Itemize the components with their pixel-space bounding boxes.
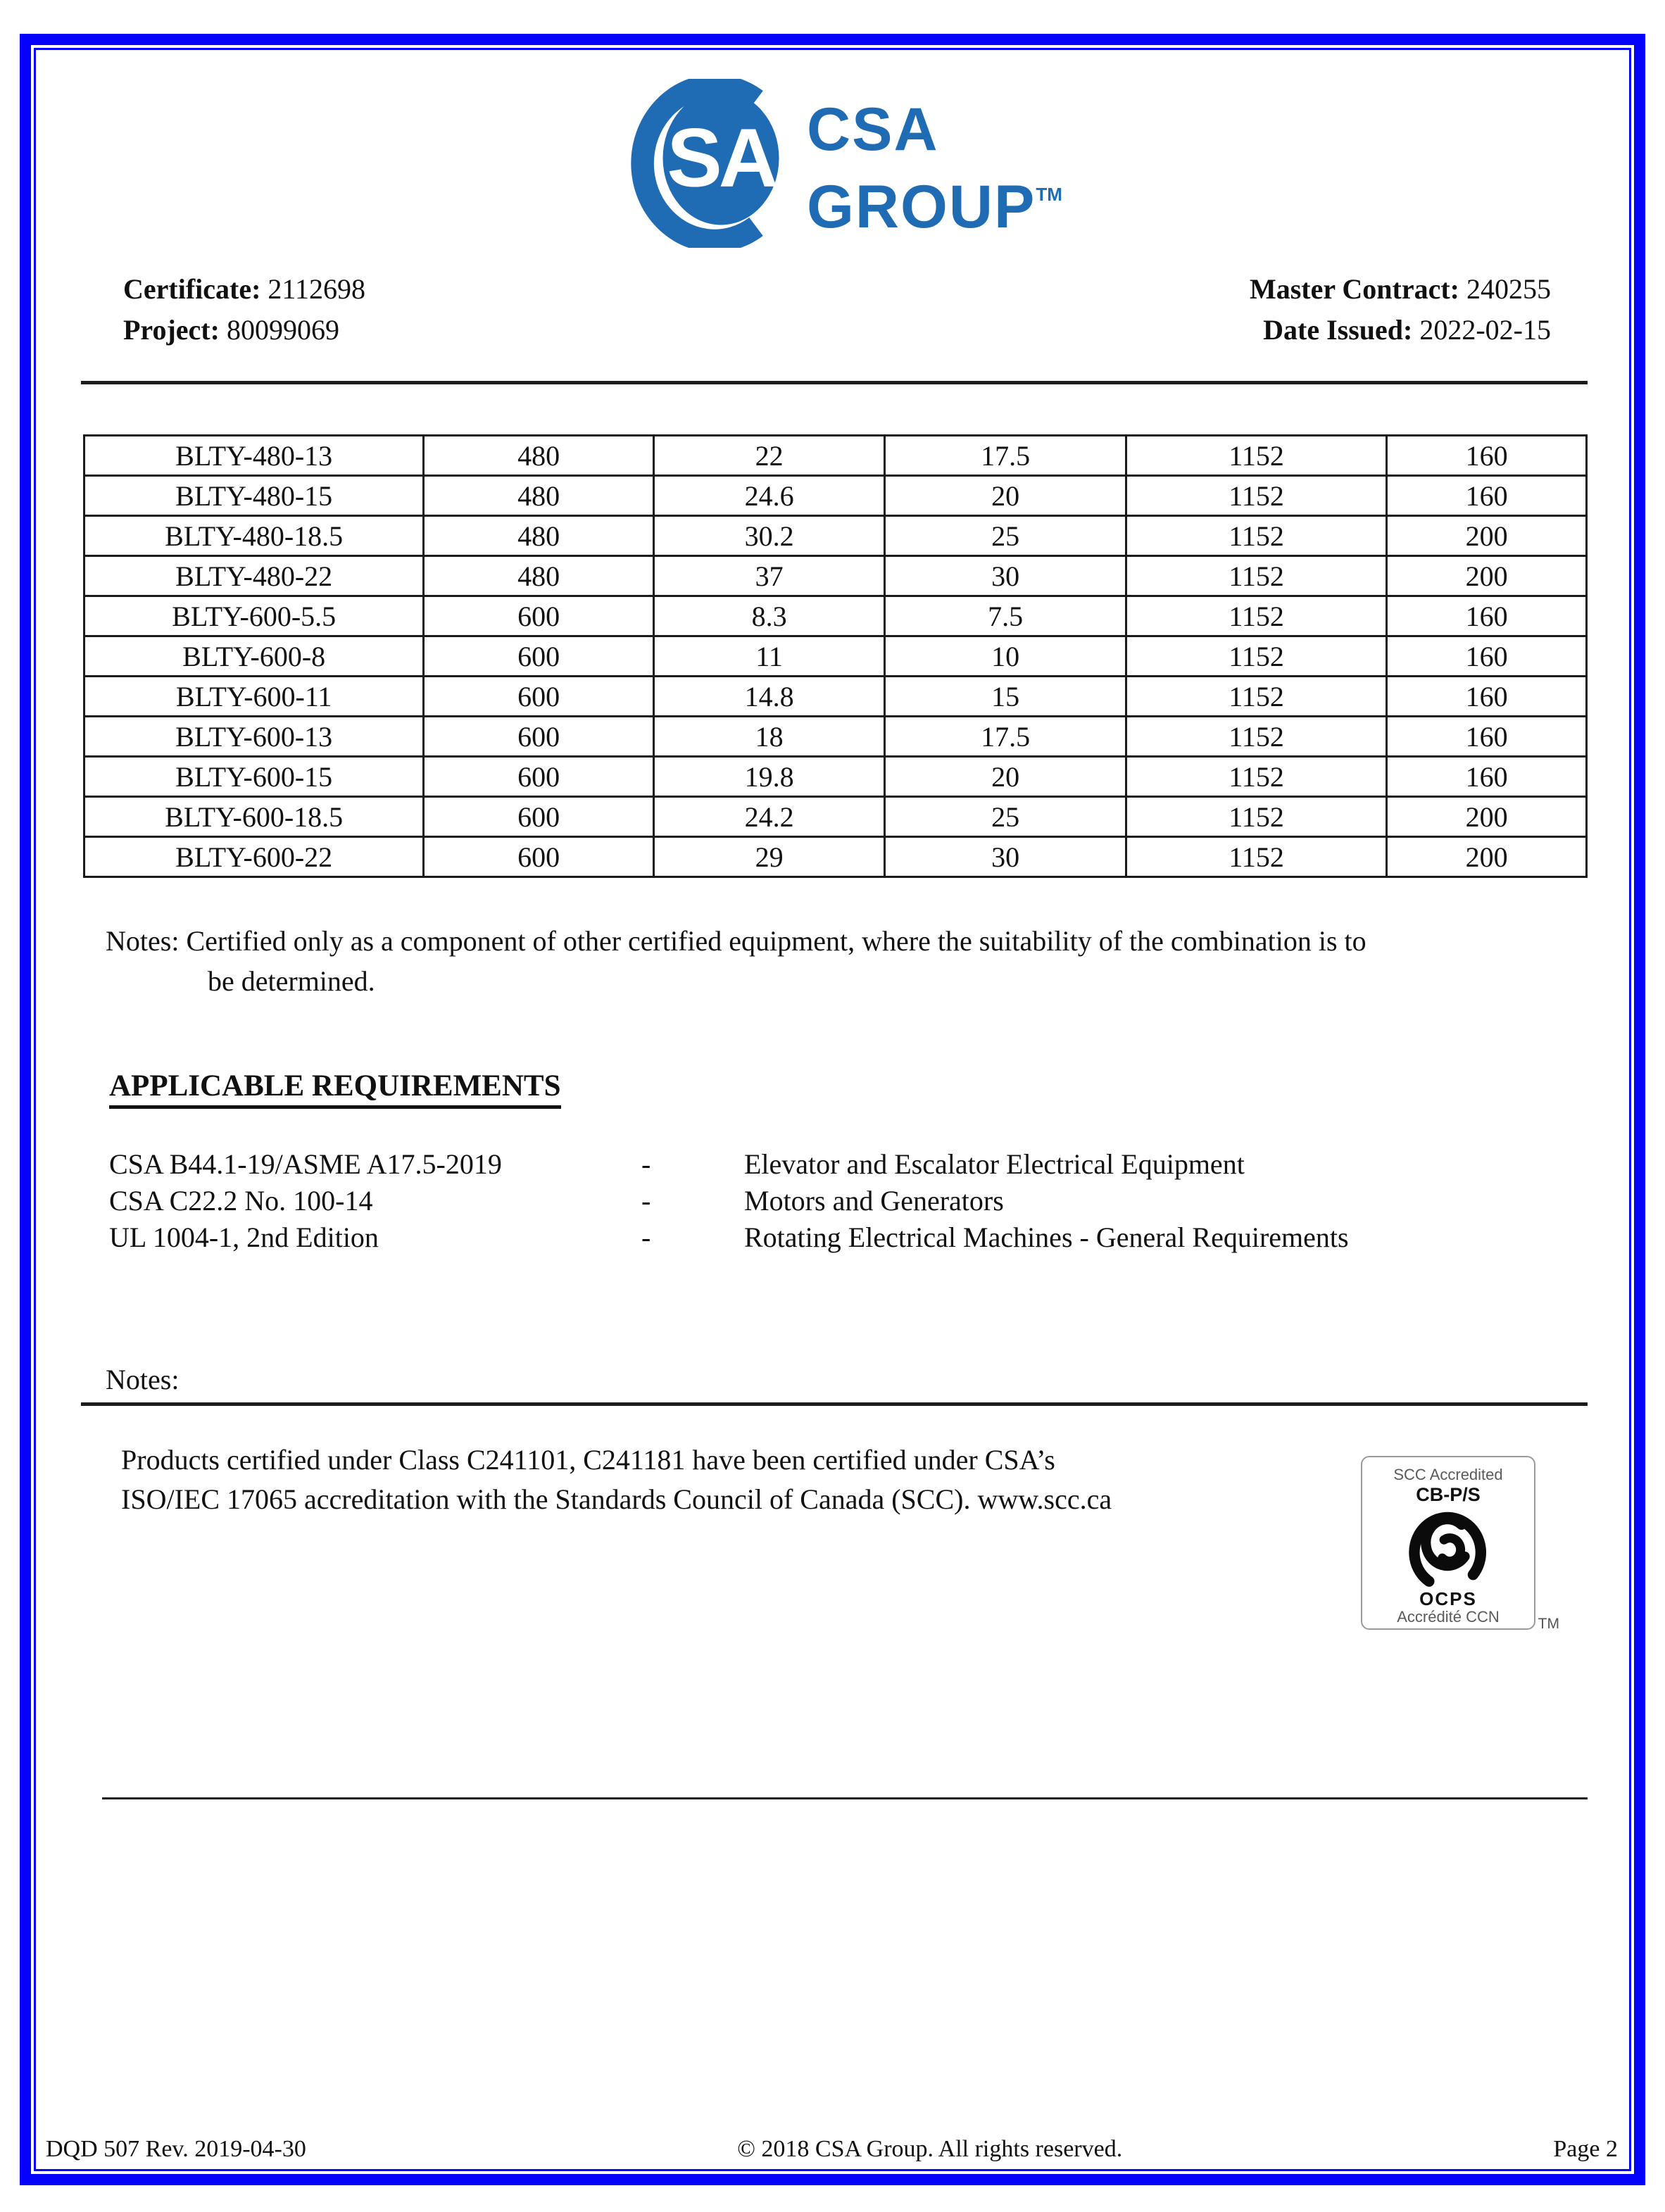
logo-line2: GROUP xyxy=(807,173,1036,241)
master-contract-label: Master Contract: xyxy=(1249,273,1459,305)
table-row xyxy=(84,717,1587,757)
master-contract-line xyxy=(1250,269,1551,310)
table-row xyxy=(84,596,1587,636)
footer-copyright: © 2018 CSA Group. All rights reserved. xyxy=(737,2136,1123,2162)
table-cell: 8.3 xyxy=(653,596,885,636)
table-cell: 17.5 xyxy=(885,436,1126,476)
table-cell: 200 xyxy=(1387,516,1587,556)
master-contract-value: 240255 xyxy=(1466,273,1551,305)
requirement-separator: - xyxy=(641,1148,651,1180)
table-cell: 480 xyxy=(424,476,654,516)
table-cell: 7.5 xyxy=(885,596,1126,636)
table-cell: 1152 xyxy=(1126,556,1386,596)
table-cell: 160 xyxy=(1387,757,1587,797)
table-cell: 37 xyxy=(653,556,885,596)
footer-doc-rev: DQD 507 Rev. 2019-04-30 xyxy=(46,2136,306,2162)
notes-divider xyxy=(81,1402,1588,1406)
table-cell: 600 xyxy=(424,717,654,757)
table-cell: BLTY-600-15 xyxy=(84,757,424,797)
table-cell: 600 xyxy=(424,596,654,636)
model-ratings-table xyxy=(83,434,1588,878)
table-cell: 24.6 xyxy=(653,476,885,516)
component-notes-line1 xyxy=(106,921,1556,961)
scc-accredited-text: SCC Accredited xyxy=(1393,1466,1503,1483)
scc-accredite-ccn-text: Accrédité CCN xyxy=(1397,1608,1500,1626)
table-cell: BLTY-600-5.5 xyxy=(84,596,424,636)
certificate-value: 2112698 xyxy=(268,273,365,305)
requirement-separator: - xyxy=(641,1221,651,1253)
table-cell: 1152 xyxy=(1126,797,1386,837)
table-cell: 160 xyxy=(1387,717,1587,757)
table-cell: 14.8 xyxy=(653,677,885,717)
component-notes-label: Notes: xyxy=(106,925,180,957)
csa-monogram-icon xyxy=(618,79,796,248)
table-cell: 24.2 xyxy=(653,797,885,837)
table-cell: 22 xyxy=(653,436,885,476)
table-cell: 160 xyxy=(1387,677,1587,717)
project-label: Project: xyxy=(123,314,220,346)
table-row xyxy=(84,757,1587,797)
requirement-standard: CSA B44.1-19/ASME A17.5-2019 xyxy=(109,1148,502,1180)
table-cell: 600 xyxy=(424,797,654,837)
table-cell: 1152 xyxy=(1126,596,1386,636)
project-line xyxy=(123,310,365,351)
table-cell: 30 xyxy=(885,556,1126,596)
table-cell: BLTY-480-15 xyxy=(84,476,424,516)
scc-trademark: TM xyxy=(1538,1616,1559,1632)
table-cell: BLTY-480-22 xyxy=(84,556,424,596)
table-row xyxy=(84,677,1587,717)
table-cell: 29 xyxy=(653,837,885,877)
table-cell: 30 xyxy=(885,837,1126,877)
header-left-block xyxy=(123,269,365,351)
component-notes-text2: be determined. xyxy=(208,965,375,997)
table-cell: 1152 xyxy=(1126,717,1386,757)
lower-divider xyxy=(102,1797,1588,1799)
table-cell: 25 xyxy=(885,516,1126,556)
table-cell: 160 xyxy=(1387,636,1587,677)
products-certified-paragraph xyxy=(121,1440,1290,1519)
component-notes xyxy=(106,921,1556,1001)
requirement-separator: - xyxy=(641,1185,651,1217)
applicable-requirements-heading: APPLICABLE REQUIREMENTS xyxy=(109,1069,561,1109)
table-cell: 600 xyxy=(424,677,654,717)
scc-ocps-text: OCPS xyxy=(1419,1588,1477,1609)
table-cell: 20 xyxy=(885,476,1126,516)
table-cell: BLTY-600-18.5 xyxy=(84,797,424,837)
table-row xyxy=(84,636,1587,677)
table-cell: BLTY-480-18.5 xyxy=(84,516,424,556)
date-issued-line xyxy=(1250,310,1551,351)
table-cell: 1152 xyxy=(1126,757,1386,797)
logo-line1: CSA xyxy=(807,96,939,163)
page-footer xyxy=(36,2136,1629,2163)
certificate-line xyxy=(123,269,365,310)
scc-cbps-text: CB-P/S xyxy=(1416,1484,1481,1505)
table-cell: 200 xyxy=(1387,797,1587,837)
table-cell: BLTY-600-22 xyxy=(84,837,424,877)
table-cell: 200 xyxy=(1387,556,1587,596)
table-cell: 1152 xyxy=(1126,436,1386,476)
table-cell: 1152 xyxy=(1126,516,1386,556)
page-border-inner xyxy=(34,48,1631,2171)
table-cell: 160 xyxy=(1387,436,1587,476)
component-notes-text1: Certified only as a component of other certified equipment, where the suitability of the combination is to xyxy=(186,925,1366,957)
table-cell: 600 xyxy=(424,757,654,797)
applicable-requirements-list xyxy=(109,1146,1349,1256)
table-row xyxy=(84,516,1587,556)
table-cell: 15 xyxy=(885,677,1126,717)
table-cell: BLTY-600-13 xyxy=(84,717,424,757)
table-cell: 480 xyxy=(424,516,654,556)
csa-group-wordmark xyxy=(807,79,1062,239)
table-cell: 19.8 xyxy=(653,757,885,797)
table-cell: 25 xyxy=(885,797,1126,837)
table-cell: 160 xyxy=(1387,596,1587,636)
table-row xyxy=(84,797,1587,837)
table-cell: 600 xyxy=(424,636,654,677)
certificate-label: Certificate: xyxy=(123,273,261,305)
table-cell: 17.5 xyxy=(885,717,1126,757)
table-cell: 1152 xyxy=(1126,636,1386,677)
logo-trademark: TM xyxy=(1036,184,1062,205)
csa-group-logo xyxy=(618,79,1062,248)
table-cell: 480 xyxy=(424,556,654,596)
scc-spiral-icon xyxy=(1407,1507,1490,1590)
table-cell: BLTY-480-13 xyxy=(84,436,424,476)
table-cell: 1152 xyxy=(1126,677,1386,717)
requirement-description: Elevator and Escalator Electrical Equipment xyxy=(744,1148,1245,1180)
date-issued-label: Date Issued: xyxy=(1263,314,1413,346)
table-cell: 480 xyxy=(424,436,654,476)
table-cell: BLTY-600-11 xyxy=(84,677,424,717)
date-issued-value: 2022-02-15 xyxy=(1419,314,1551,346)
table-cell: 600 xyxy=(424,837,654,877)
scc-accreditation-badge xyxy=(1361,1456,1559,1632)
table-row xyxy=(84,556,1587,596)
table-cell: 30.2 xyxy=(653,516,885,556)
products-certified-line1: Products certified under Class C241101, C241181 have been certified under CSA’s xyxy=(121,1444,1055,1476)
project-value: 80099069 xyxy=(226,314,339,346)
requirement-standard: CSA C22.2 No. 100-14 xyxy=(109,1185,373,1217)
requirement-description: Motors and Generators xyxy=(744,1185,1004,1217)
table-row xyxy=(84,837,1587,877)
svg-text:SA: SA xyxy=(667,111,775,204)
requirement-standard: UL 1004-1, 2nd Edition xyxy=(109,1221,379,1253)
products-certified-line2: ISO/IEC 17065 accreditation with the Standards Council of Canada (SCC). www.scc.ca xyxy=(121,1483,1112,1515)
table-cell: 20 xyxy=(885,757,1126,797)
table-cell: 10 xyxy=(885,636,1126,677)
table-row xyxy=(84,436,1587,476)
table-cell: 160 xyxy=(1387,476,1587,516)
table-cell: 11 xyxy=(653,636,885,677)
table-cell: 18 xyxy=(653,717,885,757)
table-cell: 200 xyxy=(1387,837,1587,877)
footer-page-number: Page 2 xyxy=(1553,2136,1618,2162)
header-divider xyxy=(81,381,1588,384)
header-right-block xyxy=(1250,269,1551,351)
table-row xyxy=(84,476,1587,516)
table-cell: 1152 xyxy=(1126,476,1386,516)
notes-section-label: Notes: xyxy=(106,1364,180,1395)
requirement-description: Rotating Electrical Machines - General Requirements xyxy=(744,1221,1349,1253)
table-cell: BLTY-600-8 xyxy=(84,636,424,677)
table-cell: 1152 xyxy=(1126,837,1386,877)
